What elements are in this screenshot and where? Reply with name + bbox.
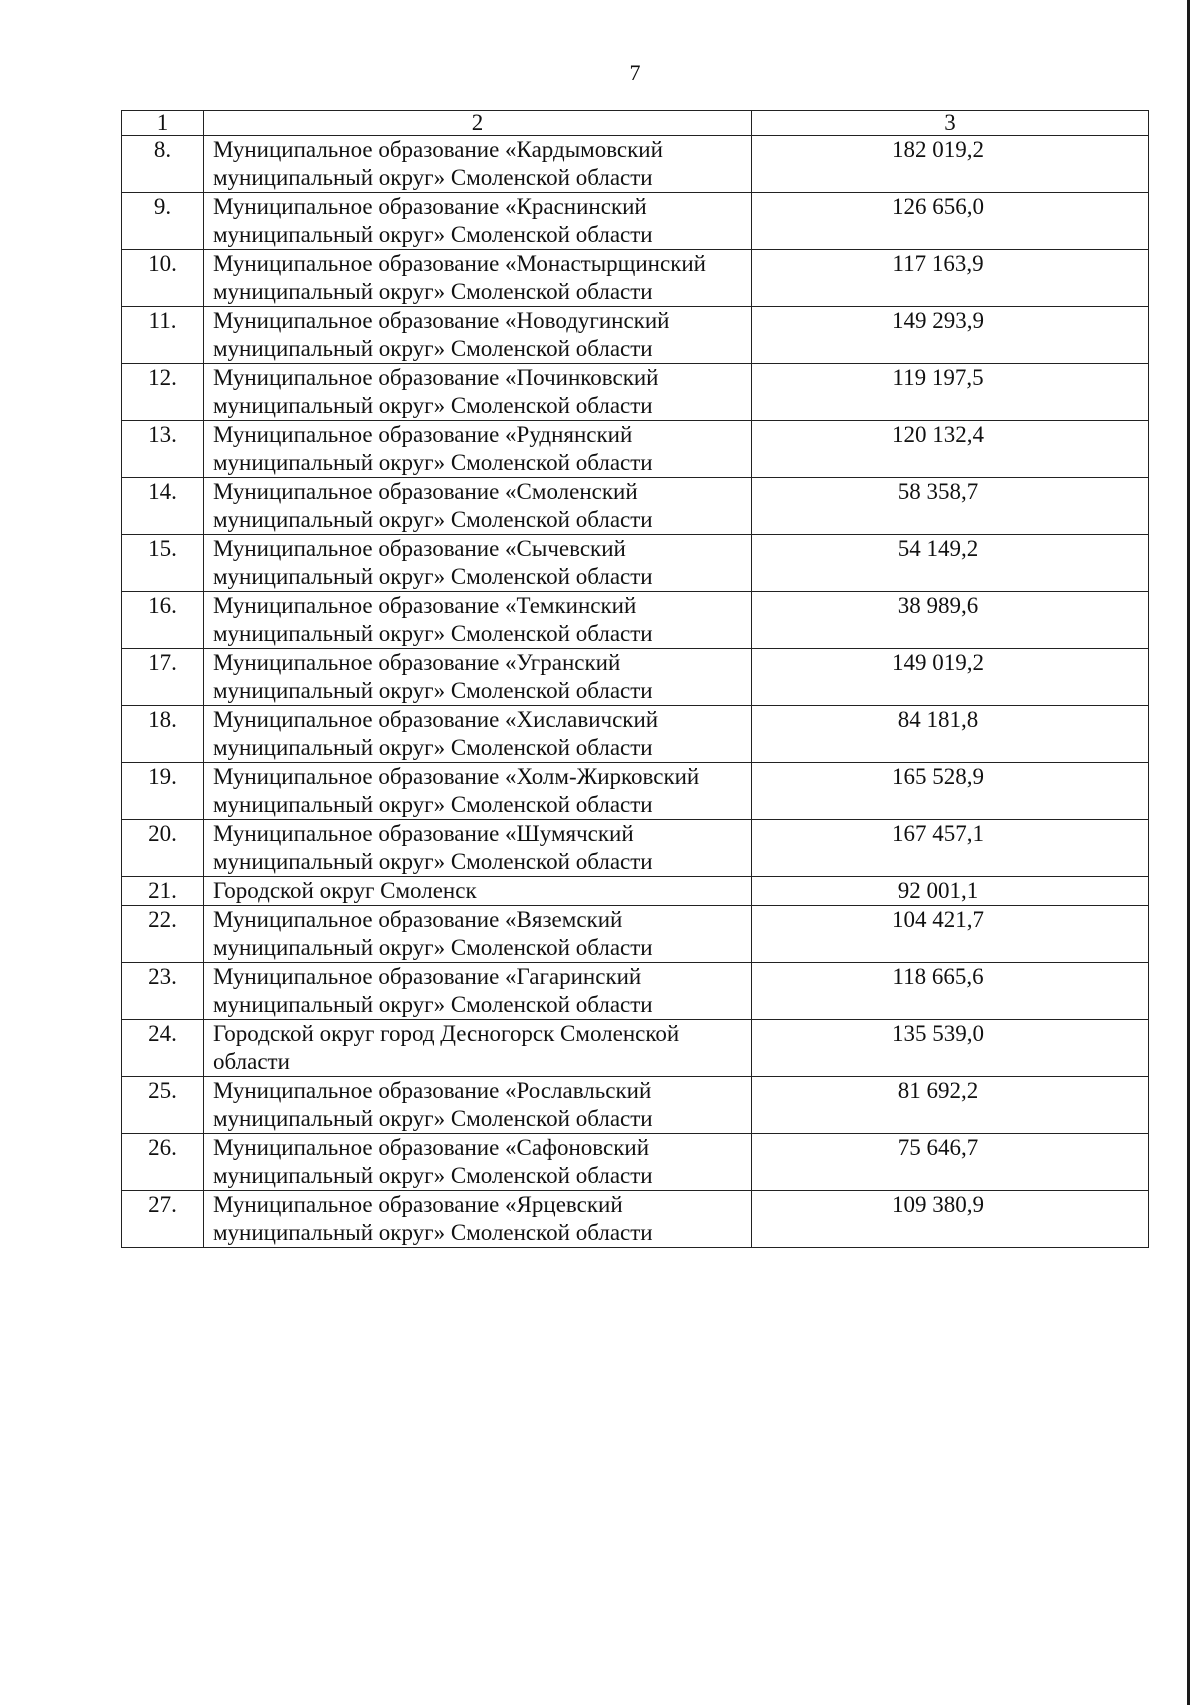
table-row <box>122 193 1149 250</box>
row-number: 10. <box>122 250 204 307</box>
municipality-name: Муниципальное образование «Кардымовский муниципальный округ» Смоленской области <box>204 136 752 193</box>
table-row <box>122 706 1149 763</box>
amount-value: 58 358,7 <box>752 478 1149 535</box>
scan-edge-line <box>1187 0 1190 1705</box>
row-number: 8. <box>122 136 204 193</box>
municipality-name: Муниципальное образование «Темкинский муниципальный округ» Смоленской области <box>204 592 752 649</box>
row-number: 23. <box>122 963 204 1020</box>
amount-value: 109 380,9 <box>752 1191 1149 1248</box>
column-header-2: 2 <box>204 111 752 136</box>
amount-value: 75 646,7 <box>752 1134 1149 1191</box>
amount-value: 120 132,4 <box>752 421 1149 478</box>
row-number: 14. <box>122 478 204 535</box>
amount-value: 54 149,2 <box>752 535 1149 592</box>
row-number: 9. <box>122 193 204 250</box>
row-number: 16. <box>122 592 204 649</box>
amount-value: 104 421,7 <box>752 906 1149 963</box>
municipality-name: Муниципальное образование «Хиславичский муниципальный округ» Смоленской области <box>204 706 752 763</box>
row-number: 22. <box>122 906 204 963</box>
municipality-name: Городской округ Смоленск <box>204 877 752 906</box>
municipality-name: Муниципальное образование «Починковский муниципальный округ» Смоленской области <box>204 364 752 421</box>
municipality-name: Муниципальное образование «Ярцевский муниципальный округ» Смоленской области <box>204 1191 752 1248</box>
table-row <box>122 364 1149 421</box>
municipality-name: Муниципальное образование «Угранский муниципальный округ» Смоленской области <box>204 649 752 706</box>
municipality-name: Муниципальное образование «Холм-Жирковский муниципальный округ» Смоленской области <box>204 763 752 820</box>
municipality-name: Муниципальное образование «Смоленский муниципальный округ» Смоленской области <box>204 478 752 535</box>
amount-value: 167 457,1 <box>752 820 1149 877</box>
table-body <box>122 136 1149 1248</box>
municipality-name: Муниципальное образование «Руднянский муниципальный округ» Смоленской области <box>204 421 752 478</box>
table-row <box>122 592 1149 649</box>
row-number: 12. <box>122 364 204 421</box>
municipality-name: Муниципальное образование «Шумячский муниципальный округ» Смоленской области <box>204 820 752 877</box>
amount-value: 135 539,0 <box>752 1020 1149 1077</box>
municipality-name: Муниципальное образование «Сычевский муниципальный округ» Смоленской области <box>204 535 752 592</box>
row-number: 15. <box>122 535 204 592</box>
municipality-name: Муниципальное образование «Краснинский муниципальный округ» Смоленской области <box>204 193 752 250</box>
table-row <box>122 535 1149 592</box>
municipality-name: Муниципальное образование «Вяземский муниципальный округ» Смоленской области <box>204 906 752 963</box>
table-row <box>122 250 1149 307</box>
municipality-name: Городской округ город Десногорск Смоленской области <box>204 1020 752 1077</box>
data-table-container <box>121 110 1148 1248</box>
table-row <box>122 906 1149 963</box>
table-row <box>122 649 1149 706</box>
row-number: 24. <box>122 1020 204 1077</box>
column-header-1: 1 <box>122 111 204 136</box>
table-row <box>122 1191 1149 1248</box>
amount-value: 92 001,1 <box>752 877 1149 906</box>
municipality-name: Муниципальное образование «Рославльский муниципальный округ» Смоленской области <box>204 1077 752 1134</box>
amount-value: 182 019,2 <box>752 136 1149 193</box>
table-row <box>122 307 1149 364</box>
table-row <box>122 1020 1149 1077</box>
row-number: 27. <box>122 1191 204 1248</box>
table-row <box>122 877 1149 906</box>
table-row <box>122 763 1149 820</box>
table-row <box>122 478 1149 535</box>
page-number: 7 <box>629 60 641 85</box>
municipality-name: Муниципальное образование «Гагаринский муниципальный округ» Смоленской области <box>204 963 752 1020</box>
amount-value: 81 692,2 <box>752 1077 1149 1134</box>
data-table <box>121 110 1149 1248</box>
row-number: 20. <box>122 820 204 877</box>
row-number: 13. <box>122 421 204 478</box>
amount-value: 126 656,0 <box>752 193 1149 250</box>
row-number: 26. <box>122 1134 204 1191</box>
row-number: 18. <box>122 706 204 763</box>
amount-value: 84 181,8 <box>752 706 1149 763</box>
table-row <box>122 136 1149 193</box>
table-row <box>122 820 1149 877</box>
municipality-name: Муниципальное образование «Сафоновский муниципальный округ» Смоленской области <box>204 1134 752 1191</box>
row-number: 19. <box>122 763 204 820</box>
header-row <box>122 111 1149 136</box>
amount-value: 38 989,6 <box>752 592 1149 649</box>
table-row <box>122 1077 1149 1134</box>
row-number: 17. <box>122 649 204 706</box>
amount-value: 117 163,9 <box>752 250 1149 307</box>
amount-value: 149 293,9 <box>752 307 1149 364</box>
table-row <box>122 963 1149 1020</box>
municipality-name: Муниципальное образование «Новодугинский муниципальный округ» Смоленской области <box>204 307 752 364</box>
table-row <box>122 421 1149 478</box>
amount-value: 149 019,2 <box>752 649 1149 706</box>
amount-value: 165 528,9 <box>752 763 1149 820</box>
row-number: 21. <box>122 877 204 906</box>
municipality-name: Муниципальное образование «Монастырщинский муниципальный округ» Смоленской области <box>204 250 752 307</box>
table-row <box>122 1134 1149 1191</box>
row-number: 25. <box>122 1077 204 1134</box>
column-header-3: 3 <box>752 111 1149 136</box>
row-number: 11. <box>122 307 204 364</box>
amount-value: 119 197,5 <box>752 364 1149 421</box>
amount-value: 118 665,6 <box>752 963 1149 1020</box>
